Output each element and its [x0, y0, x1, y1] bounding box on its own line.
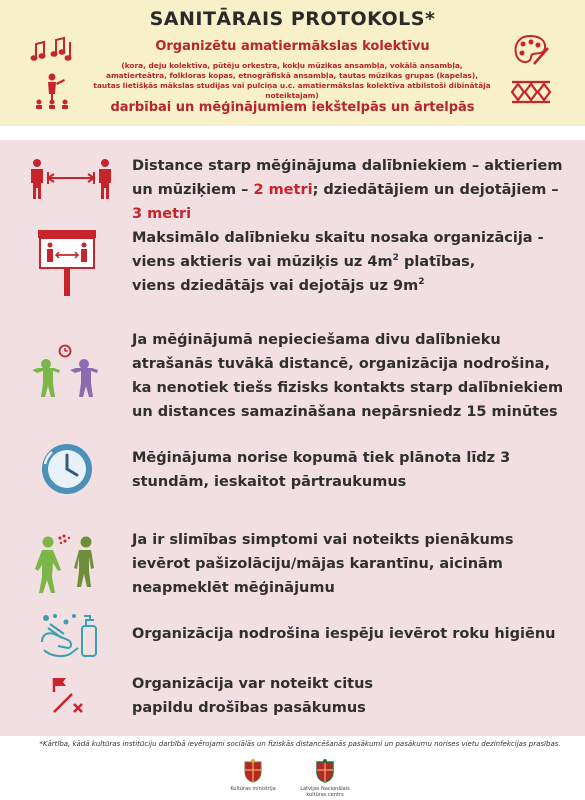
rule-max-line-2a: viens aktieris vai mūziķis uz 4m	[132, 254, 393, 270]
rule-distance	[0, 148, 585, 222]
rule-hand-hygiene	[0, 612, 585, 662]
rules-panel	[0, 140, 585, 736]
collective-types-text: (kora, deju kolektīva, pūtēju orkestra, kokļu mūzikas ansambļa, vokālā ansambļa, amatierteātra, folkloras kopas, etnogrāfiskā ansambļa, tautas mūzikas grupas (kapelas), tautas lietišķās mākslas studijas vai pulciņa u.c. amatiermākslas kolektīva atbilstoši dibinātāja noteiktajam)	[93, 61, 491, 100]
culture-centre-logo	[300, 758, 350, 798]
rule-max-participants-text	[132, 226, 572, 298]
people-timer-icon	[30, 344, 100, 400]
squared-superscript: 2	[418, 277, 425, 287]
coat-of-arms-icon	[312, 758, 338, 784]
page-title: SANITĀRAIS PROTOKOLS*	[149, 8, 436, 30]
rule-close-distance-text: Ja mēģinājumā nepieciešama divu dalībnieku atrašanās tuvākā distancē, organizācija nodrošina, ka nenotiek tiešs fizisks kontakts starp dalībniekiem un distances samazināšana nepārsniedz 15 minūtes	[132, 332, 564, 420]
activity-scope-text: darbībai un mēģinājumiem iekštelpās un ārtelpās	[110, 100, 475, 115]
folk-ornament-icon	[510, 80, 552, 104]
rule-max-line-3a: viens dziedātājs vai dejotājs uz 9m	[132, 278, 419, 294]
rule-max-line-2	[132, 250, 572, 274]
two-people-distance-icon	[28, 158, 118, 202]
distance-highlight-2m: 2 metri	[253, 182, 313, 198]
clock-icon	[40, 442, 94, 496]
music-notes-icon	[30, 36, 76, 66]
distance-highlight-3m: 3 metri	[132, 206, 192, 222]
rule-max-participants	[0, 220, 585, 300]
rule-duration	[0, 442, 585, 500]
rule-duration-text: Mēģinājuma norise kopumā tiek plānota līdz 3 stundām, ieskaitot pārtraukumus	[132, 450, 511, 490]
performer-audience-icon	[34, 72, 70, 110]
rule-distance-text-part1: Distance starp mēģinājuma dalībniekiem – aktieriem un mūziķiem –	[132, 158, 563, 198]
flag-marker-icon	[50, 676, 86, 716]
rule-distance-text-part2: ; dziedātājiem un dejotājiem –	[312, 182, 559, 198]
rule-additional-measures-text: Organizācija var noteikt citus papildu drošības pasākumus	[132, 676, 374, 716]
ministry-logo	[228, 758, 278, 792]
rule-distance-text	[132, 154, 572, 226]
header-banner	[0, 0, 585, 126]
culture-centre-logo-text: Latvijas Nacionālais kultūras centrs	[300, 786, 350, 798]
separator-band	[0, 126, 585, 140]
rule-close-distance	[0, 322, 585, 426]
rule-max-line-3	[132, 274, 572, 298]
sick-people-icon	[32, 530, 102, 596]
coat-of-arms-icon	[240, 758, 266, 784]
squared-superscript: 2	[392, 253, 399, 263]
rule-symptoms	[0, 522, 585, 602]
footnote-text: *Kārtība, kādā kultūras institūciju darbībā ievērojami sociālās un fiziskās distancēšanās pasākumi un pasākumu norises vietu dezinfekcijas prasības.	[39, 740, 561, 748]
paint-palette-icon	[512, 34, 550, 66]
hand-washing-icon	[38, 612, 100, 660]
capacity-sign-icon	[36, 228, 98, 298]
rule-max-line-2b: platības,	[398, 254, 476, 270]
ministry-logo-text: Kultūras ministrija	[230, 786, 276, 792]
rule-symptoms-text: Ja ir slimības simptomi vai noteikts pienākums ievērot pašizolāciju/mājas karantīnu, aicinām neapmeklēt mēģinājumu	[132, 532, 514, 596]
rule-additional-measures	[0, 668, 585, 728]
footer	[0, 736, 585, 800]
rule-hand-hygiene-text: Organizācija nodrošina iespēju ievērot roku higiēnu	[132, 626, 556, 642]
page-subtitle: Organizētu amatiermākslas kolektīvu	[155, 39, 430, 54]
rule-max-line-1: Maksimālo dalībnieku skaitu nosaka organizācija -	[132, 230, 544, 246]
